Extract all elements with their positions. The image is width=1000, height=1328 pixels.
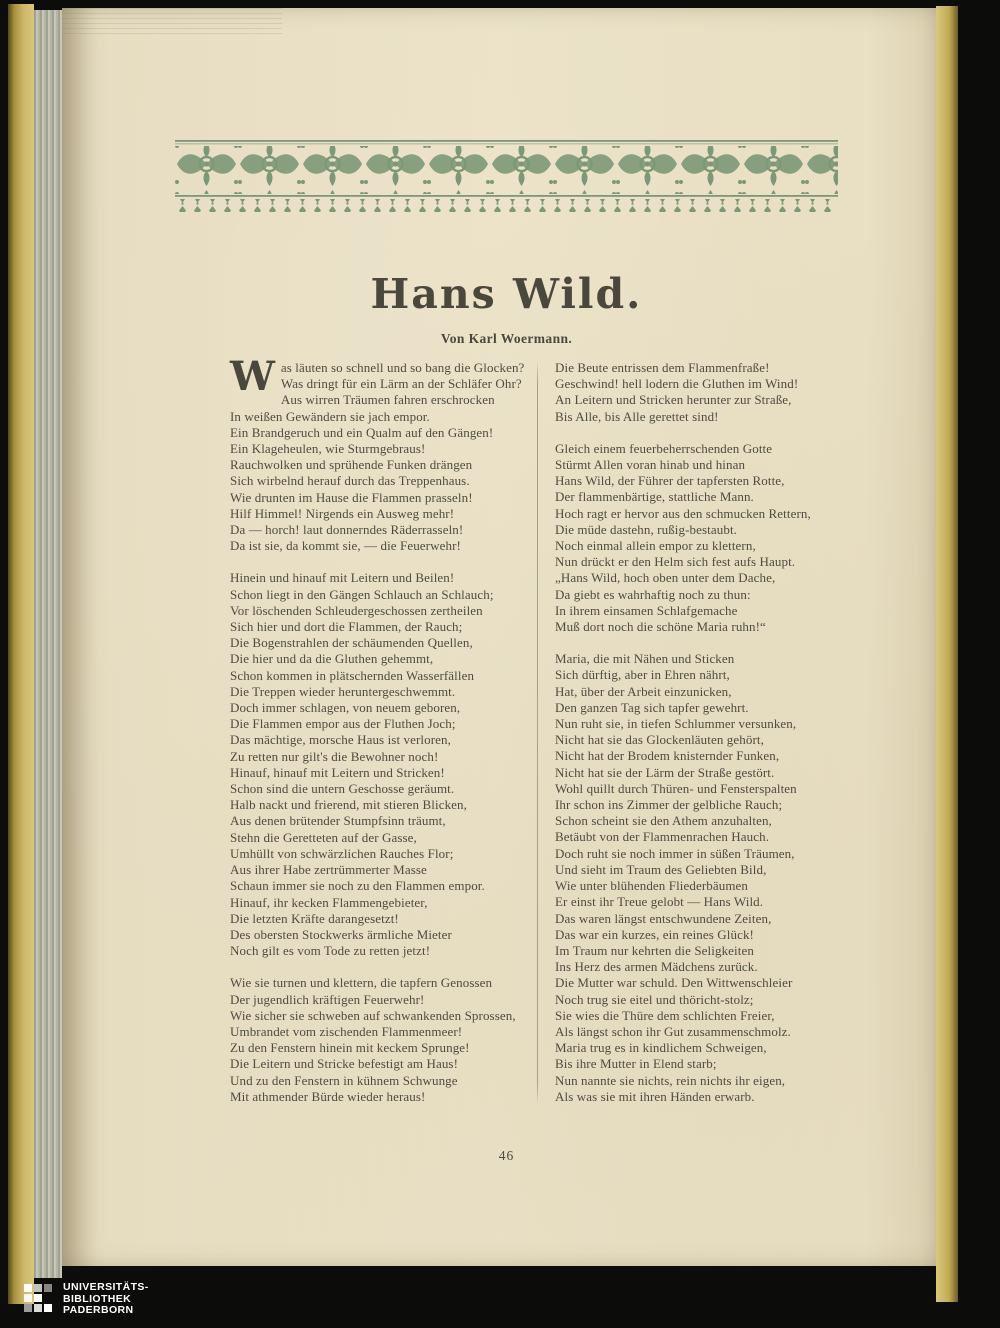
- stanza: [230, 975, 537, 1105]
- poem-line: Der flammenbärtige, stattliche Mann.: [555, 489, 754, 505]
- top-page-edge-lines: [62, 8, 282, 34]
- poem-line: Wohl quillt durch Thüren- und Fensterspalten: [555, 780, 797, 796]
- poem-line: Geschwind! hell lodern die Gluthen im Wind!: [555, 376, 799, 392]
- poem-line: Doch immer schlagen, von neuem geboren,: [230, 700, 461, 716]
- poem-line: Stehn die Geretteten auf der Gasse,: [230, 829, 417, 845]
- poem-line: Was dringt für ein Lärm an der Schläfer Ohr?: [280, 376, 522, 392]
- poem-line: Nun nannte sie nichts, rein nichts ihr eigen,: [555, 1072, 786, 1088]
- poem-line: Ins Herz des armen Mädchens zurück.: [555, 959, 758, 975]
- poem-line: as läuten so schnell und so bang die Glocken?: [280, 360, 525, 375]
- poem-line: Die Mutter war schuld. Den Wittwenschleier: [555, 975, 793, 991]
- poem-line: Hans Wild, der Führer der tapfersten Rotte,: [555, 473, 785, 489]
- ub-paderborn-logo-icon: [24, 1284, 54, 1314]
- poem-line: Halb nackt und frierend, mit stieren Blicken,: [230, 797, 467, 813]
- poem-line: Schon liegt in den Gängen Schlauch an Schlauch;: [230, 586, 494, 602]
- poem-line: Umbrandet vom zischenden Flammenmeer!: [230, 1023, 463, 1039]
- book-cover-left-edge: [8, 4, 34, 1304]
- poem-line: Nun drückt er den Helm sich fest aufs Haupt.: [555, 554, 796, 570]
- poem-line: Nicht hat sie das Glockenläuten gehört,: [555, 732, 764, 748]
- library-name-line3: PADERBORN: [63, 1304, 134, 1316]
- poem-line: Die Bogenstrahlen der schäumenden Quellen,: [230, 635, 473, 651]
- page-number: 46: [498, 1148, 515, 1163]
- poem-line: Nicht hat der Brodem knisternder Funken,: [555, 748, 780, 764]
- stanza: [230, 570, 537, 959]
- page-title: Hans Wild.: [370, 270, 643, 318]
- poem-line: Wie drunten im Hause die Flammen prasseln!: [230, 489, 473, 505]
- poem-line: Nicht hat sie der Lärm der Straße gestört.: [555, 764, 775, 780]
- poem-line: Hat, über der Arbeit einzunicken,: [555, 683, 732, 699]
- poem-line: Vor löschenden Schleudergeschossen zertheilen: [230, 602, 483, 618]
- poem-line: Schon sind die untern Geschosse geräumt.: [230, 781, 455, 797]
- poem-line: Das mächtige, morsche Haus ist verloren,: [230, 732, 451, 748]
- stanza: [555, 441, 870, 635]
- poem-line: Des obersten Stockwerks ärmliche Mieter: [230, 926, 452, 942]
- poem-line: Als längst schon ihr Gut zusammenschmolz.: [555, 1023, 791, 1039]
- drop-cap-initial: W: [230, 353, 275, 400]
- poem-line: Als was sie mit ihren Händen erwarb.: [555, 1088, 755, 1104]
- poem-line: Ihr schon ins Zimmer der gelbliche Rauch;: [555, 797, 783, 813]
- stanza: [555, 360, 870, 425]
- poem-line: Umhüllt von schwärzlichen Rauches Flor;: [230, 845, 454, 861]
- poem-line: Noch einmal allein empor zu klettern,: [555, 538, 756, 554]
- library-name-line1: UNIVERSITÄTS-: [63, 1281, 149, 1293]
- poem-line: Zu den Fenstern hinein mit keckem Sprunge!: [230, 1040, 470, 1056]
- poem-line: In ihrem einsamen Schlafgemache: [555, 602, 738, 618]
- poem-line: Und sieht im Traum des Geliebten Bild,: [555, 861, 767, 877]
- library-name: [63, 1282, 149, 1317]
- poem-line: Wie unter blühenden Fliederbäumen: [555, 878, 749, 894]
- poem-line: Im Traum nur kehrten die Seligkeiten: [555, 942, 754, 958]
- poem-line: Die letzten Kräfte darangesetzt!: [230, 910, 399, 926]
- poem-columns: [230, 353, 870, 1105]
- poem-line: Bis ihre Mutter in Elend starb;: [555, 1056, 717, 1072]
- poem-line: Er einst ihr Treue gelobt — Hans Wild.: [555, 894, 764, 910]
- poem-line: Wie sicher sie schweben auf schwankenden Sprossen,: [230, 1007, 516, 1023]
- poem-line: Die Treppen wieder heruntergeschwemmt.: [230, 683, 456, 699]
- poem-line: Hinauf, hinauf mit Leitern und Stricken!: [230, 764, 445, 780]
- poem-line: Doch ruht sie noch immer in süßen Träumen,: [555, 845, 795, 861]
- poem-line: Die müde dastehn, rußig-bestaubt.: [555, 521, 738, 537]
- poem-line: Hilf Himmel! Nirgends ein Ausweg mehr!: [230, 505, 455, 521]
- poem-line: Sich dürftig, aber in Ehren nährt,: [555, 667, 730, 683]
- poem-line: Bis Alle, bis Alle gerettet sind!: [555, 408, 719, 424]
- poem-line: Da giebt es wahrhaftig noch zu thun:: [555, 586, 751, 602]
- poem-line: Den ganzen Tag sich tapfer gewehrt.: [555, 699, 749, 715]
- stanza: [230, 353, 537, 554]
- poem-line: An Leitern und Stricken herunter zur Straße,: [555, 392, 792, 408]
- stanza: [555, 651, 870, 1105]
- poem-line: Gleich einem feuerbeherrschenden Gotte: [555, 440, 773, 456]
- poem-line: Betäubt von der Flammenrachen Hauch.: [555, 829, 770, 845]
- poem-line: Die Beute entrissen dem Flammenfraße!: [555, 360, 770, 375]
- poem-line: Rauchwolken und sprühende Funken drängen: [230, 457, 473, 473]
- page: [62, 8, 936, 1266]
- poem-line: Das war ein kurzes, ein reines Glück!: [555, 926, 754, 942]
- poem-line: Aus denen brütender Stumpfsinn träumt,: [230, 813, 446, 829]
- poem-line: Das waren längst entschwundene Zeiten,: [555, 910, 772, 926]
- poem-line: Und zu den Fenstern in kühnem Schwunge: [230, 1072, 458, 1088]
- ornament-band: [175, 140, 838, 212]
- poem-line: Nun ruht sie, in tiefen Schlummer versunken,: [555, 716, 797, 732]
- library-watermark: [24, 1282, 149, 1317]
- poem-column-left: [230, 353, 537, 1105]
- poem-line: Aus ihrer Habe zertrümmerter Masse: [230, 862, 427, 878]
- poem-line: Sich wirbelnd herauf durch das Treppenhaus.: [230, 473, 470, 489]
- poem-line: Ein Brandgeruch und ein Qualm auf den Gängen!: [230, 424, 494, 440]
- poem-column-right: [538, 360, 870, 1105]
- poem-line: Stürmt Allen voran hinab und hinan: [555, 457, 746, 473]
- library-name-line2: BIBLIOTHEK: [63, 1292, 132, 1305]
- poem-line: Maria, die mit Nähen und Sticken: [555, 651, 735, 667]
- poem-line: Schon scheint sie den Athem anzuhalten,: [555, 813, 772, 829]
- poem-line: Da — horch! laut donnerndes Räderrasseln!: [230, 522, 464, 538]
- poem-line: Sie wies die Thüre dem schlichten Freier,: [555, 1007, 775, 1023]
- poem-line: Ein Klageheulen, wie Sturmgebraus!: [230, 441, 426, 457]
- poem-line: Muß dort noch die schöne Maria ruhn!“: [555, 619, 766, 635]
- poem-line: Da ist sie, da kommt sie, — die Feuerwehr!: [230, 538, 461, 554]
- poem-line: Schaun immer sie noch zu den Flammen empor.: [230, 878, 485, 894]
- poem-line: Die hier und da die Gluthen gehemmt,: [230, 651, 434, 667]
- poem-line: Aus wirren Träumen fahren erschrocken: [280, 392, 495, 408]
- poem-line: Der jugendlich kräftigen Feuerwehr!: [230, 991, 425, 1007]
- book-cover-right-edge: [936, 6, 958, 1302]
- poem-line: In weißen Gewändern sie jach empor.: [230, 408, 430, 424]
- poem-line: Mit athmender Bürde wieder heraus!: [230, 1088, 426, 1104]
- poem-line: Wie sie turnen und klettern, die tapfern Genossen: [230, 975, 493, 991]
- poem-line: Die Leitern und Stricke befestigt am Haus!: [230, 1056, 459, 1072]
- poem-line: Noch gilt es vom Tode zu retten jetzt!: [230, 943, 431, 959]
- poem-line: Sich hier und dort die Flammen, der Rauch;: [230, 619, 463, 635]
- poem-line: „Hans Wild, hoch oben unter dem Dache,: [555, 570, 776, 586]
- poem-line: Zu retten nur gilt's die Bewohner noch!: [230, 748, 439, 764]
- poem-line: Die Flammen empor aus der Fluthen Joch;: [230, 716, 456, 732]
- poem-line: Schon kommen in plätschernden Wasserfällen: [230, 667, 475, 683]
- poem-line: Maria trug es in kindlichem Schweigen,: [555, 1040, 767, 1056]
- poem-line: Hinein und hinauf mit Leitern und Beilen!: [230, 570, 455, 586]
- poem-line: Noch trug sie eitel und thöricht-stolz;: [555, 991, 754, 1007]
- ornament-graphic: [175, 140, 838, 212]
- poem-line: Hoch ragt er hervor aus den schmucken Rettern,: [555, 505, 811, 521]
- stacked-page-edges: [34, 10, 62, 1278]
- title-block: [175, 272, 838, 347]
- poem-line: Hinauf, ihr kecken Flammengebieter,: [230, 894, 428, 910]
- byline: Von Karl Woermann.: [440, 331, 573, 347]
